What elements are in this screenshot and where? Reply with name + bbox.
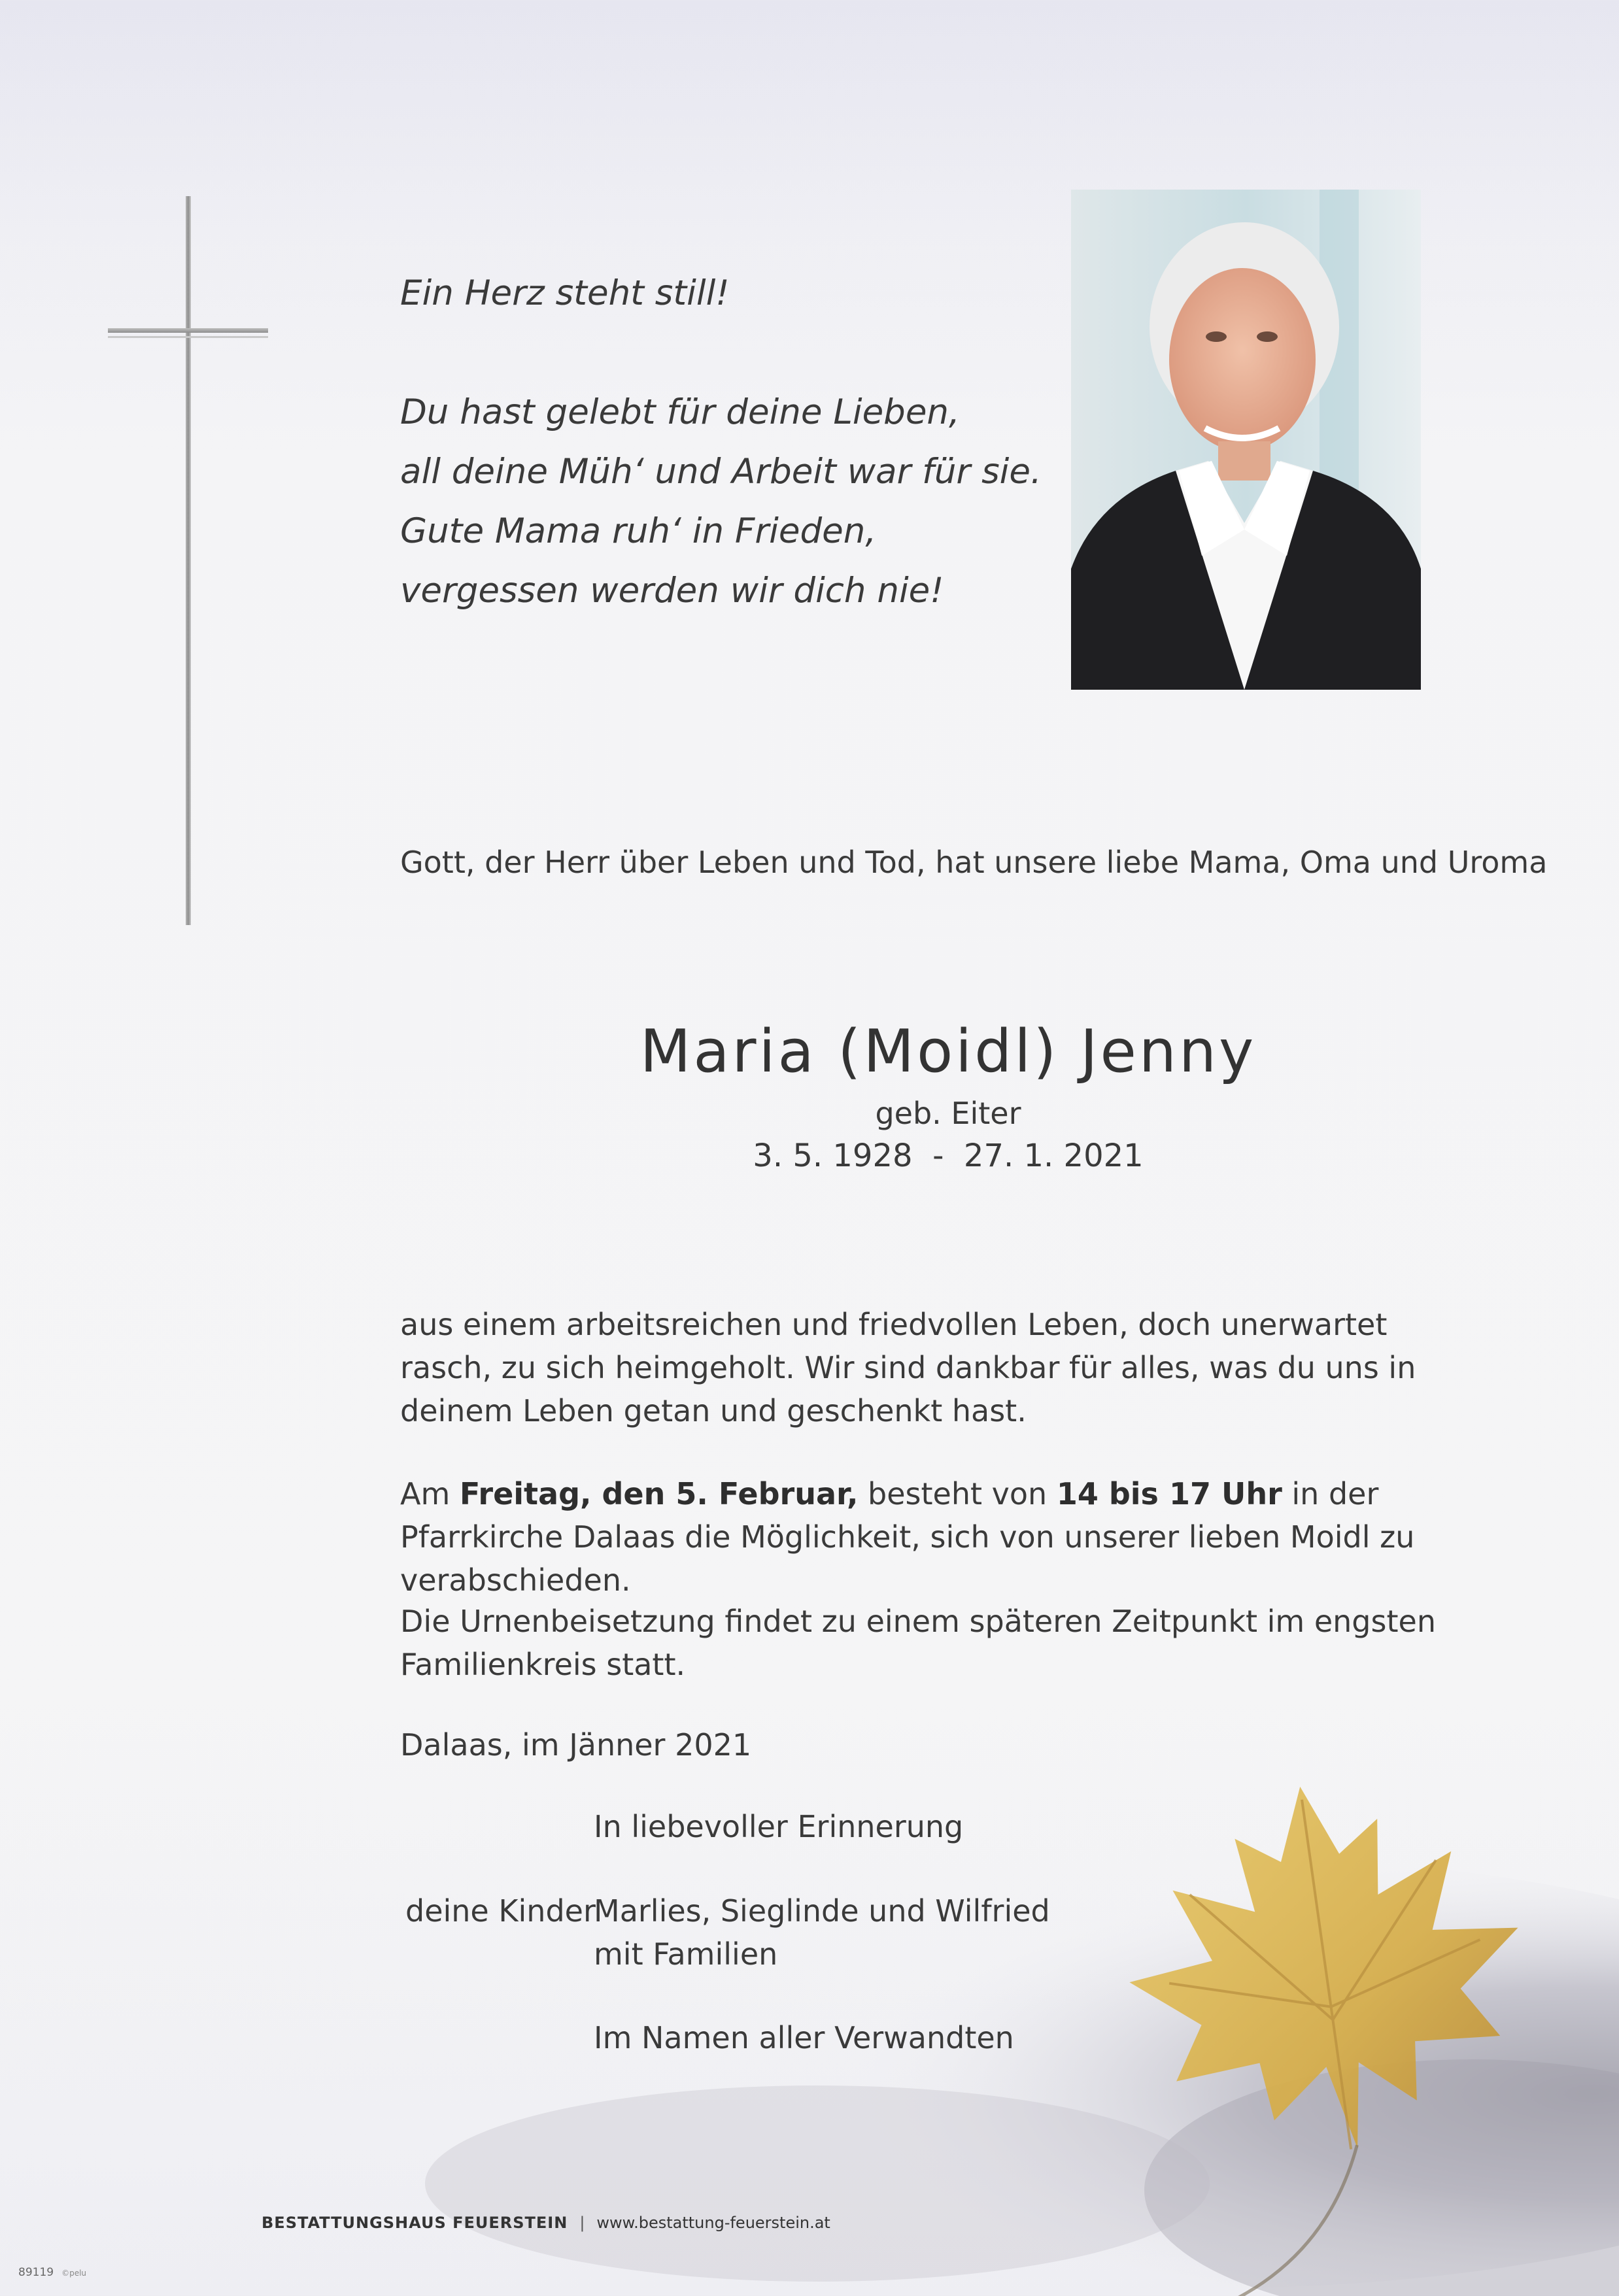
footer-company: BESTATTUNGSHAUS FEUERSTEIN [262, 2214, 568, 2232]
poem-line: Du hast gelebt für deine Lieben, [400, 392, 960, 432]
farewell-time: 14 bis 17 Uhr [1056, 1476, 1282, 1511]
signature-family: mit Familien [594, 1936, 778, 1972]
print-code-mark: ©pelu [61, 2269, 87, 2278]
portrait-photo [1071, 190, 1421, 690]
deceased-name: Maria (Moidl) Jenny [639, 1017, 1257, 1086]
poem-line: vergessen werden wir dich nie! [400, 571, 944, 611]
signature-memory: In liebevoller Erinnerung [594, 1809, 964, 1844]
life-dates: 3. 5. 1928 - 27. 1. 2021 [753, 1138, 1144, 1174]
paragraph-burial: Die Urnenbeisetzung findet zu einem späteren Zeitpunkt im engsten Familienkreis statt. [400, 1604, 1436, 1682]
print-code-number: 89119 [18, 2266, 54, 2279]
paragraph-passing: aus einem arbeitsreichen und friedvollen Leben, doch unerwartet rasch, zu sich heimgeholt. Wir sind dankbar für alles, was du uns in deinem Leben getan und geschenkt hast. [400, 1307, 1416, 1428]
signature-kids: Marlies, Sieglinde und Wilfried [594, 1893, 1050, 1929]
cross-vertical-bar [186, 196, 191, 925]
cross-horizontal-bar [108, 328, 268, 333]
signature-relatives: Im Namen aller Verwandten [594, 2020, 1014, 2055]
footer-separator: | [579, 2214, 585, 2232]
poem-line: all deine Müh‘ und Arbeit war für sie. [400, 452, 1042, 492]
farewell-text: besteht von [858, 1476, 1057, 1511]
footer-url[interactable]: www.bestattung-feuerstein.at [596, 2214, 830, 2232]
intro-text: Gott, der Herr über Leben und Tod, hat unsere liebe Mama, Oma und Uroma [400, 845, 1548, 880]
signature-kids-label: deine Kinder [405, 1893, 596, 1929]
poem-line: Gute Mama ruh‘ in Frieden, [400, 511, 877, 551]
cross-horizontal-shadow [108, 336, 268, 338]
farewell-day: Freitag, den 5. Februar, [459, 1476, 859, 1511]
place-date: Dalaas, im Jänner 2021 [400, 1727, 752, 1763]
farewell-text: Am [400, 1476, 460, 1511]
poem-body [400, 382, 1042, 620]
print-code [18, 2266, 86, 2279]
poem-title: Ein Herz steht still! [400, 273, 730, 313]
paragraph-farewell [400, 1472, 1459, 1602]
birth-name: geb. Eiter [875, 1096, 1021, 1131]
farewell-text: in der Pfarrkirche Dalaas die Möglichkeit, sich von unserer lieben Moidl zu verabschieden. [400, 1476, 1415, 1598]
footer [262, 2214, 830, 2232]
